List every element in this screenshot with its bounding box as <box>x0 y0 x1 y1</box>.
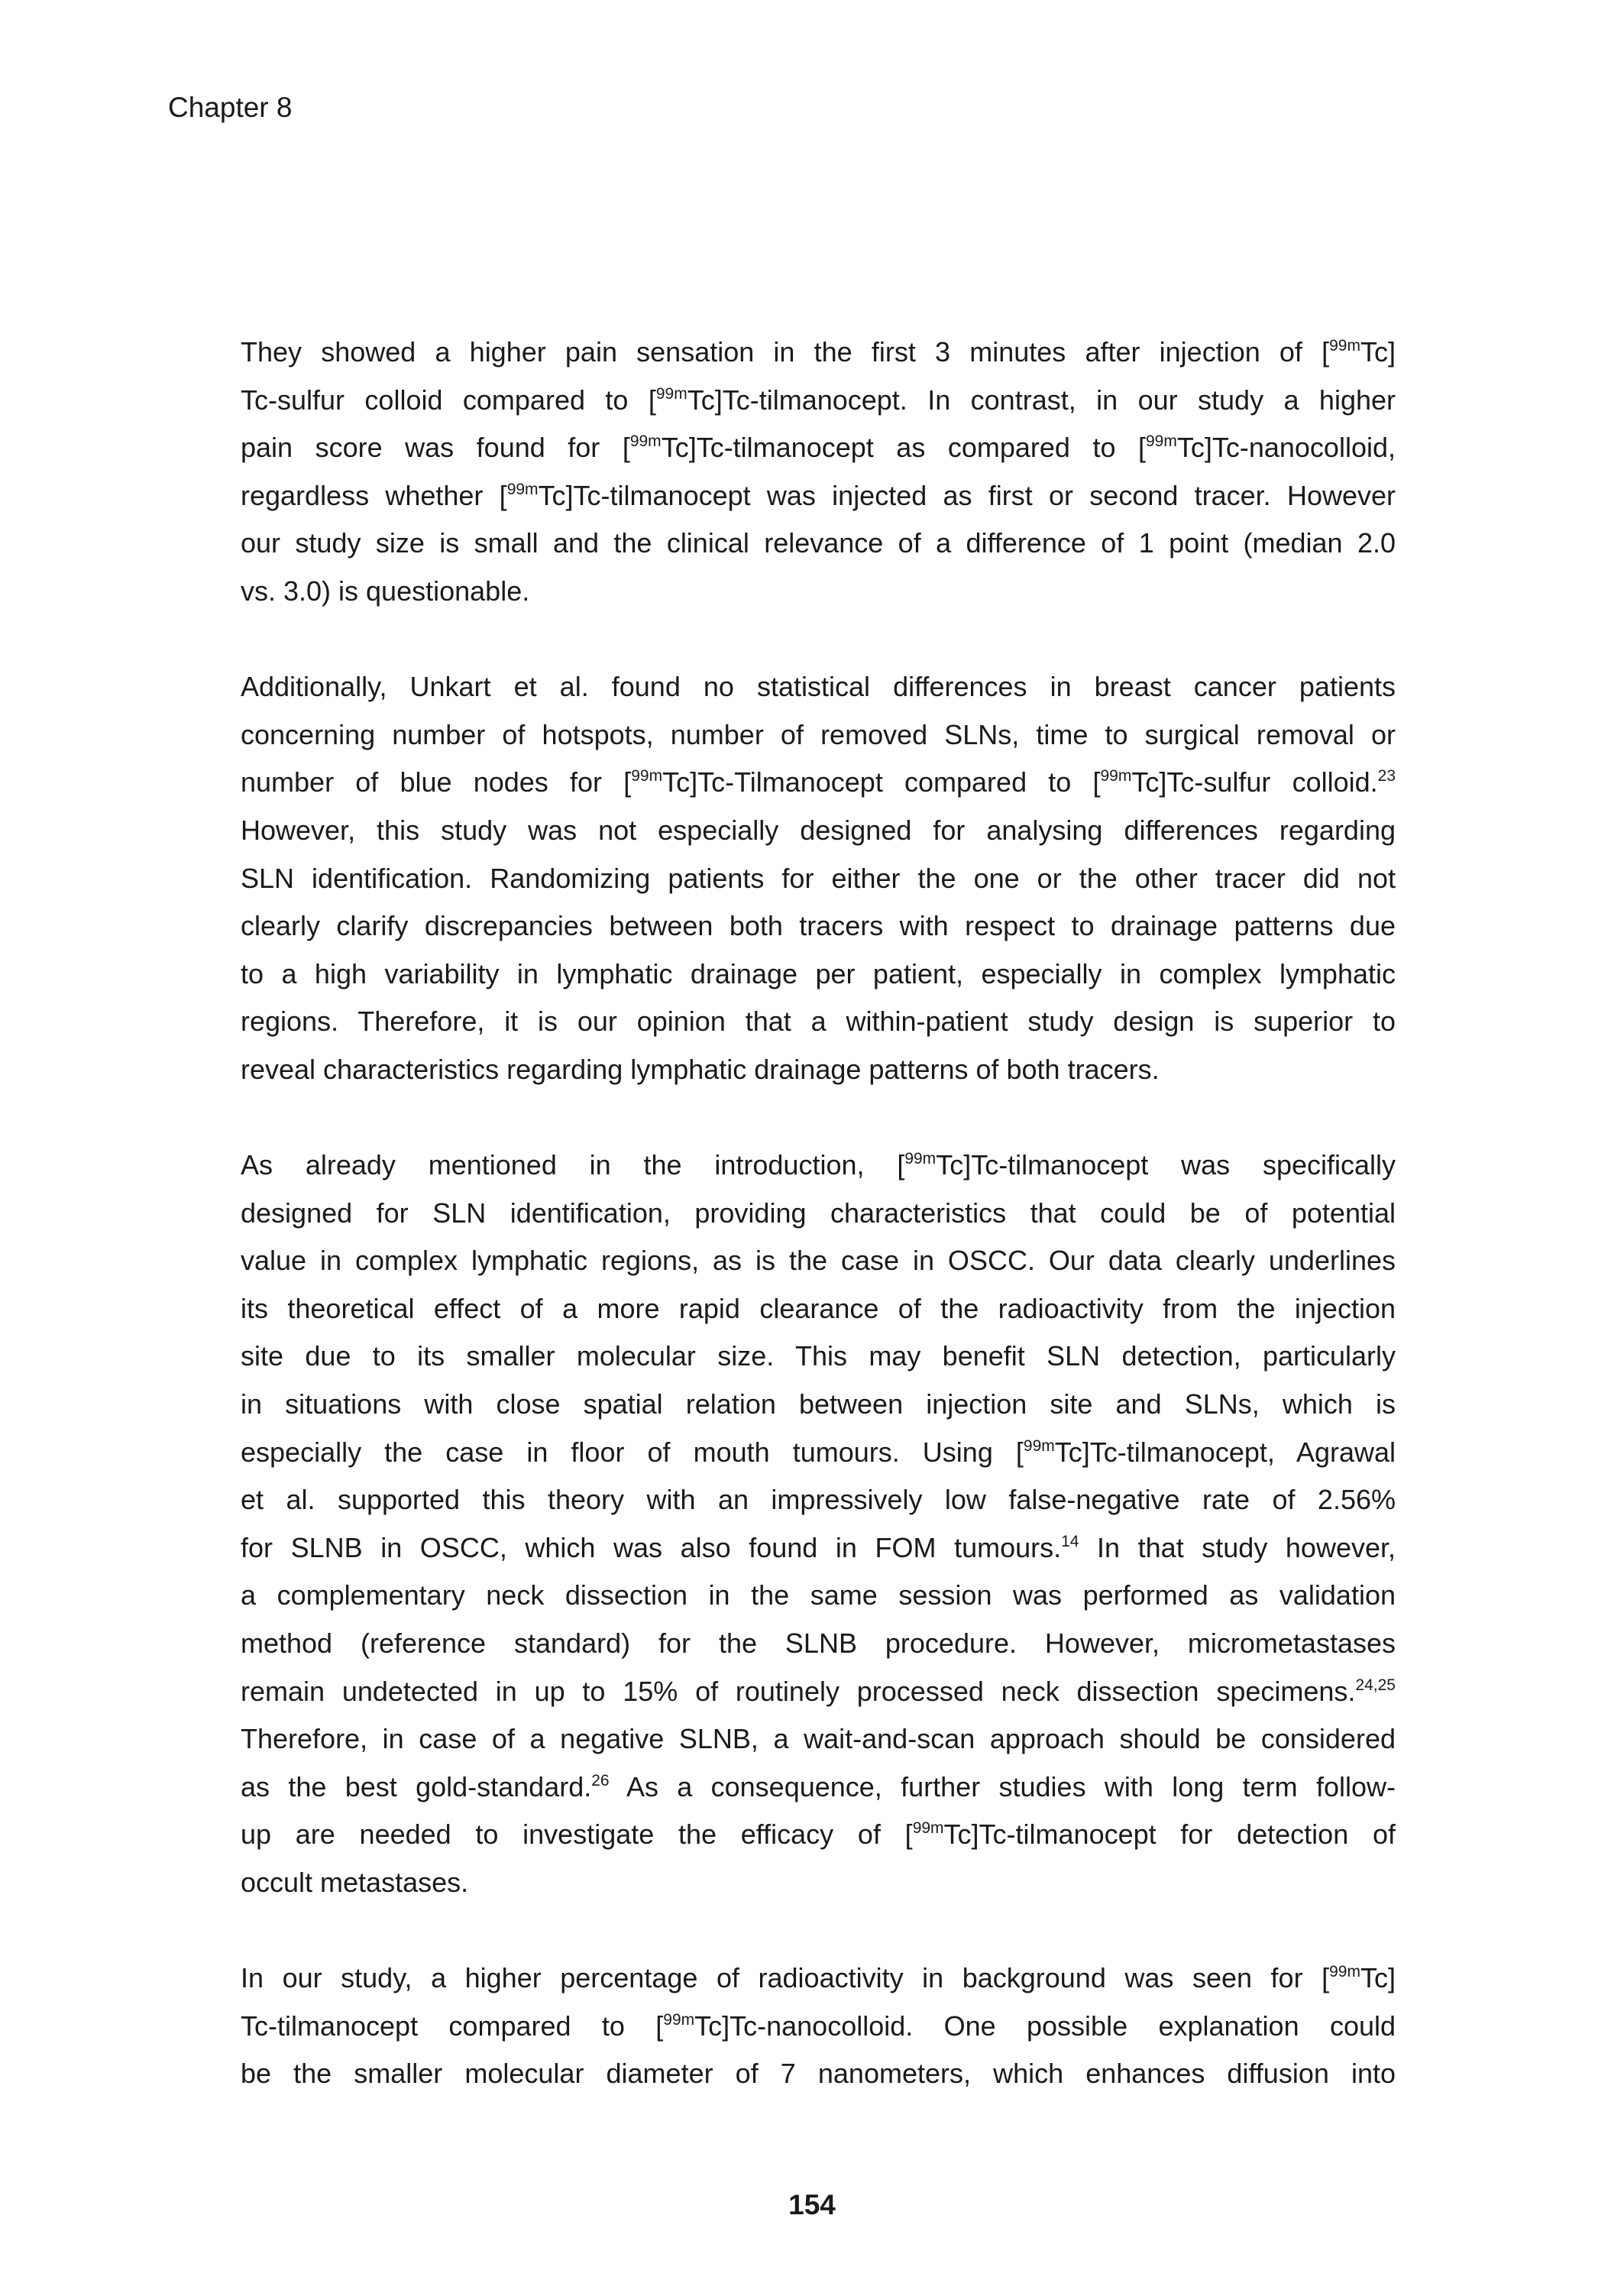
text-line: for SLNB in OSCC, which was also found in FOM tumours.$^{14}$ In that study however, <box>241 1531 1396 1563</box>
paragraph <box>241 329 1396 616</box>
text-line: regions. Therefore, it is our opinion that a within-patient study design is superior to <box>241 1006 1396 1038</box>
text-line: regardless whether [$^{99m}$Tc]Tc-tilmanocept was injected as first or second tracer. However <box>241 479 1396 511</box>
superscript: 99m <box>912 1819 944 1838</box>
superscript: 99m <box>655 384 687 403</box>
text-line: as the best gold-standard.$^{26}$ As a consequence, further studies with long term follow- <box>241 1770 1396 1802</box>
text-line: value in complex lymphatic regions, as is the case in OSCC. Our data clearly underlines <box>241 1245 1396 1277</box>
text-line: Therefore, in case of a negative SLNB, a wait-and-scan approach should be considered <box>241 1723 1396 1755</box>
body-text <box>241 329 1396 2146</box>
text-line: concerning number of hotspots, number of removed SLNs, time to surgical removal or <box>241 718 1396 750</box>
text-line: vs. 3.0) is questionable. <box>241 575 530 607</box>
superscript: 26 <box>591 1771 610 1789</box>
text-line: reveal characteristics regarding lymphatic drainage patterns of both tracers. <box>241 1053 1160 1085</box>
superscript: 23 <box>1377 767 1396 785</box>
superscript: 99m <box>904 1150 937 1168</box>
superscript: 99m <box>1146 432 1177 451</box>
text-line: occult metastases. <box>241 1867 469 1898</box>
superscript: 24,25 <box>1355 1676 1396 1694</box>
running-header-chapter: Chapter 8 <box>168 92 293 123</box>
text-line: site due to its smaller molecular size. This may benefit SLN detection, particularly <box>241 1340 1396 1372</box>
text-line: a complementary neck dissection in the same session was performed as validation <box>241 1579 1396 1611</box>
text-line: They showed a higher pain sensation in the first 3 minutes after injection of [$^{99m}$Tc] <box>241 336 1396 368</box>
text-line: in situations with close spatial relation between injection site and SLNs, which is <box>241 1388 1396 1420</box>
text-line: However, this study was not especially designed for analysing differences regarding <box>241 814 1396 846</box>
text-line: number of blue nodes for [$^{99m}$Tc]Tc-Tilmanocept compared to [$^{99m}$Tc]Tc-sulfur colloid.$^{23}$ <box>241 766 1396 798</box>
text-line: our study size is small and the clinical relevance of a difference of 1 point (median 2.0 <box>241 527 1396 559</box>
text-line: up are needed to investigate the efficacy of [$^{99m}$Tc]Tc-tilmanocept for detection of <box>241 1819 1396 1851</box>
text-line: be the smaller molecular diameter of 7 nanometers, which enhances diffusion into <box>241 2058 1396 2090</box>
superscript: 14 <box>1061 1532 1079 1550</box>
superscript: 99m <box>1329 1963 1360 1981</box>
text-line: Additionally, Unkart et al. found no statistical differences in breast cancer patients <box>241 671 1396 703</box>
text-line: to a high variability in lymphatic drainage per patient, especially in complex lymphatic <box>241 957 1396 989</box>
superscript: 99m <box>629 432 662 451</box>
text-line: method (reference standard) for the SLNB procedure. However, micrometastases <box>241 1627 1396 1660</box>
paragraph <box>241 663 1396 1093</box>
text-line: clearly clarify discrepancies between both tracers with respect to drainage patterns due <box>241 910 1396 942</box>
text-line: Tc-sulfur colloid compared to [$^{99m}$Tc]Tc-tilmanocept. In contrast, in our study a higher <box>241 384 1396 416</box>
text-line: especially the case in floor of mouth tumours. Using [$^{99m}$Tc]Tc-tilmanocept, Agrawal <box>241 1436 1396 1468</box>
superscript: 99m <box>1329 337 1360 355</box>
page-number: 154 <box>788 2189 836 2220</box>
text-line: its theoretical effect of a more rapid clearance of the radioactivity from the injection <box>241 1292 1396 1324</box>
text-line: remain undetected in up to 15% of routinely processed neck dissection specimens.$^{24,25}$ <box>241 1675 1396 1707</box>
text-line: SLN identification. Randomizing patients for either the one or the other tracer did not <box>241 862 1396 894</box>
superscript: 99m <box>1023 1436 1055 1455</box>
paragraph <box>241 1955 1396 2098</box>
text-line: In our study, a higher percentage of radioactivity in background was seen for [$^{99m}$Tc] <box>241 1962 1396 1994</box>
text-line: As already mentioned in the introduction, [$^{99m}$Tc]Tc-tilmanocept was specifically <box>241 1149 1396 1181</box>
paragraph <box>241 1142 1396 1907</box>
text-line: pain score was found for [$^{99m}$Tc]Tc-tilmanocept as compared to [$^{99m}$Tc]Tc-nanocolloid, <box>241 432 1396 464</box>
superscript: 99m <box>631 767 663 785</box>
superscript: 99m <box>1100 767 1132 785</box>
superscript: 99m <box>663 2010 695 2029</box>
text-line: et al. supported this theory with an impressively low false-negative rate of 2.56% <box>241 1484 1396 1516</box>
text-line: designed for SLN identification, providing characteristics that could be of potential <box>241 1197 1396 1229</box>
superscript: 99m <box>506 480 539 498</box>
text-line: Tc-tilmanocept compared to [$^{99m}$Tc]Tc-nanocolloid. One possible explanation could <box>241 2010 1396 2042</box>
